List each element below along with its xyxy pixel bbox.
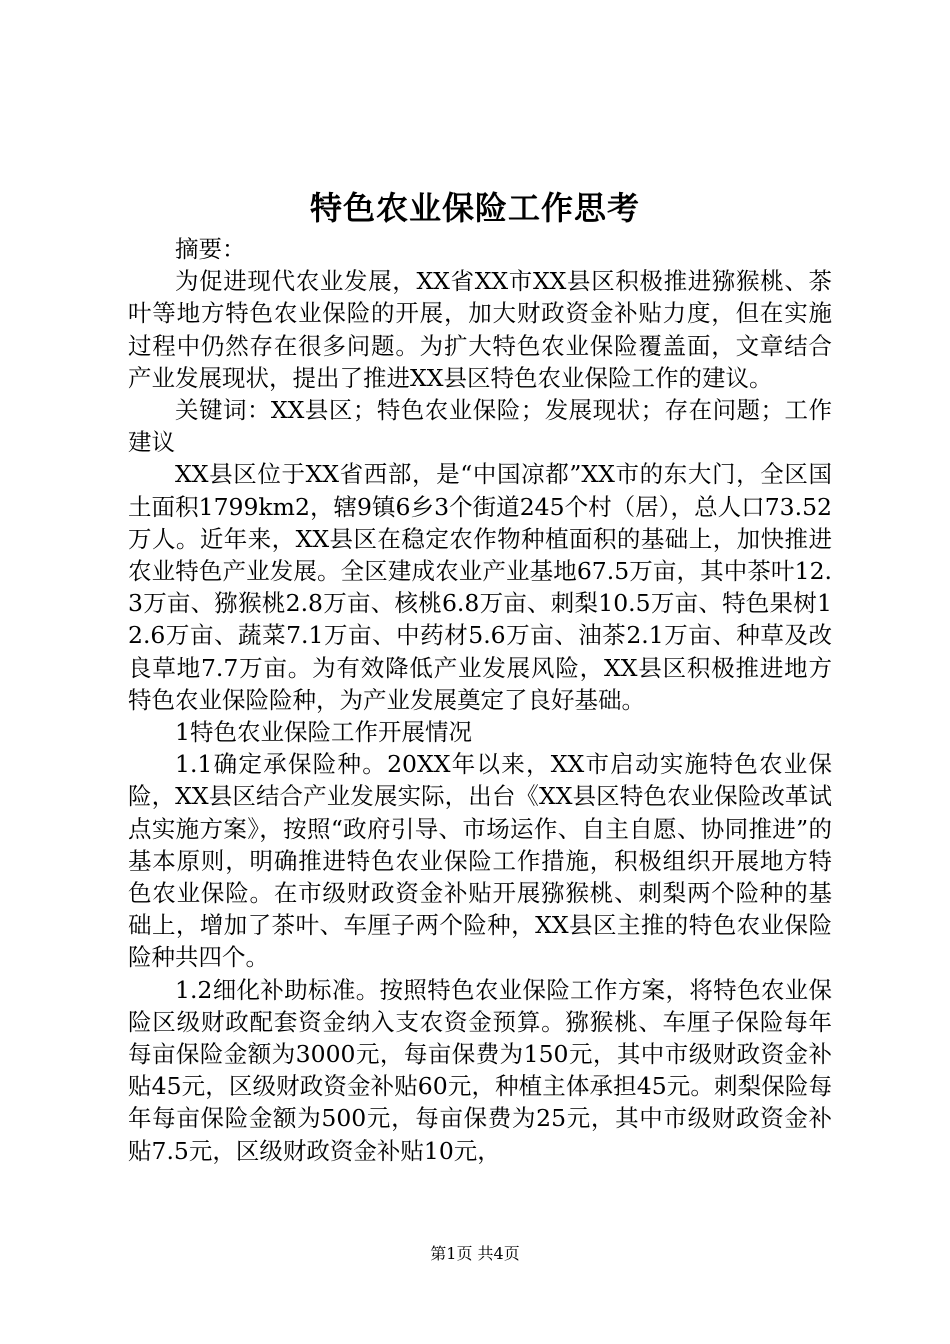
abstract-paragraph: 为促进现代农业发展，XX省XX市XX县区积极推进猕猴桃、茶叶等地方特色农业保险的开展，加大财政资金补贴力度，但在实施过程中仍然存在很多问题。为扩大特色农业保险覆盖面，文章结合产业发展现状，提出了推进XX县区特色农业保险工作的建议。 — [128, 267, 832, 392]
section-heading-1: 1特色农业保险工作开展情况 — [175, 718, 472, 747]
document-title: 特色农业保险工作思考 — [309, 189, 640, 227]
document-body — [128, 233, 832, 1167]
section-1-1-paragraph: 1.1确定承保险种。20XX年以来，XX市启动实施特色农业保险，XX县区结合产业发展实际，出台《XX县区特色农业保险改革试点实施方案》，按照“政府引导、市场运作、自主自愿、协同推进”的基本原则，明确推进特色农业保险工作措施，积极组织开展地方特色农业保险。在市级财政资金补贴开展猕猴桃、刺梨两个险种的基础上，增加了茶叶、车厘子两个险种，XX县区主推的特色农业保险险种共四个。 — [128, 750, 832, 972]
keywords-paragraph: 关键词：XX县区；特色农业保险；发展现状；存在问题；工作建议 — [128, 396, 832, 457]
intro-paragraph: XX县区位于XX省西部，是“中国凉都”XX市的东大门，全区国土面积1799km2，辖9镇6乡3个街道245个村（居），总人口73.52万人。近年来，XX县区在稳定农作物种植面积的基础上，加快推进农业特色产业发展。全区建成农业产业基地67.5万亩，其中茶叶12.3万亩、猕猴桃2.8万亩、核桃6.8万亩、刺梨10.5万亩、特色果树12.6万亩、蔬菜7.1万亩、中药材5.6万亩、油茶2.1万亩、种草及改良草地7.7万亩。为有效降低产业发展风险，XX县区积极推进地方特色农业保险险种，为产业发展奠定了良好基础。 — [128, 460, 832, 714]
abstract-heading: 摘要： — [175, 235, 246, 263]
page-footer: 第1页 共4页 — [430, 1244, 520, 1263]
section-1-2-paragraph: 1.2细化补助标准。按照特色农业保险工作方案，将特色农业保险区级财政配套资金纳入支农资金预算。猕猴桃、车厘子保险每年每亩保险金额为3000元，每亩保费为150元，其中市级财政资金补贴45元，区级财政资金补贴60元，种植主体承担45元。刺梨保险每年每亩保险金额为500元，每亩保费为25元，其中市级财政资金补贴7.5元，区级财政资金补贴10元， — [128, 975, 832, 1165]
